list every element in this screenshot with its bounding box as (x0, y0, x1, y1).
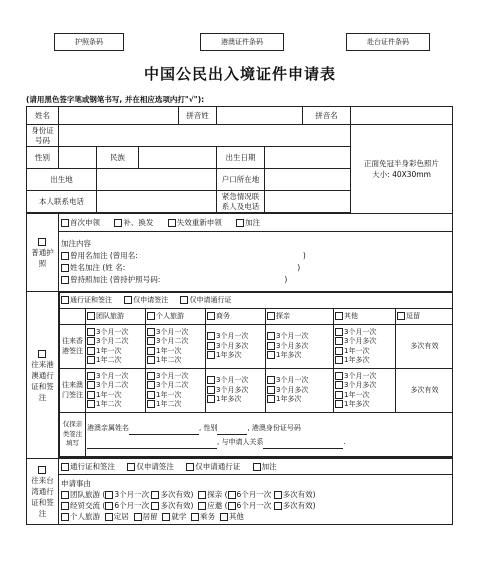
visa-option[interactable] (267, 395, 332, 405)
visa-option-label: 3个月一次 (96, 327, 129, 336)
visa-option[interactable] (87, 372, 144, 382)
relative-name-label: 港澳亲属姓名 (87, 423, 129, 432)
visa-option-checkbox[interactable] (335, 400, 343, 408)
checkbox-hk-pass-visa[interactable] (61, 296, 69, 304)
checkbox-type-individual[interactable] (147, 312, 155, 320)
checkbox-tw-individual[interactable] (61, 513, 69, 521)
hk-section-checkbox[interactable] (38, 350, 46, 358)
hk-visa-row (60, 325, 453, 369)
visa-option[interactable] (87, 347, 144, 357)
endorse-title: 加注内容 (61, 238, 91, 248)
visa-option[interactable] (147, 391, 204, 401)
visa-option-label: 1年一次 (156, 390, 182, 399)
checkbox-reapply[interactable] (168, 219, 176, 227)
visa-option[interactable] (335, 400, 394, 410)
option-endorse: 加注 (245, 217, 261, 227)
visa-option-label: 3个月一次 (96, 371, 129, 380)
type-family: 探亲 (276, 311, 290, 320)
visa-option[interactable] (147, 356, 204, 366)
emergency-field[interactable] (265, 191, 351, 213)
visa-option-checkbox[interactable] (147, 400, 155, 408)
hk-pass-barcode-box: 港澳证件条码 (200, 33, 284, 51)
option-first-apply: 首次申领 (70, 217, 100, 227)
ethnicity-field[interactable] (139, 147, 217, 169)
visa-option-checkbox[interactable] (147, 328, 155, 336)
checkbox-tw-invited-6m[interactable] (228, 502, 236, 510)
visa-option-label: 3个月一次 (156, 327, 189, 336)
visa-option-label: 1年多次 (276, 395, 302, 404)
checkbox-tw-family[interactable] (198, 491, 206, 499)
visa-option-label: 1年多次 (216, 351, 242, 360)
visa-option-checkbox[interactable] (147, 372, 155, 380)
label-name: 姓名 (27, 107, 59, 125)
label-id-number: 身份证号码 (27, 125, 59, 147)
visa-option-checkbox[interactable] (335, 328, 343, 336)
passport-barcode-box: 护照条码 (54, 33, 124, 51)
checkbox-tw-trade-6m[interactable] (105, 502, 113, 510)
type-other: 其他 (344, 311, 358, 320)
label-phone: 本人联系电话 (27, 191, 97, 213)
label-emergency: 紧急情况联系人及电话 (217, 191, 265, 213)
visa-option-checkbox[interactable] (147, 347, 155, 355)
visa-option[interactable] (147, 328, 204, 338)
visa-option-checkbox[interactable] (335, 391, 343, 399)
relative-relation-field[interactable] (263, 439, 343, 449)
checkbox-hk-visa-only[interactable] (124, 296, 132, 304)
visa-option-column-col4 (266, 369, 334, 413)
visa-option[interactable] (335, 356, 394, 366)
visa-option-column-col2 (146, 369, 206, 413)
checkbox-tw-crew[interactable] (191, 513, 199, 521)
visa-option-column-col1 (86, 325, 146, 369)
birthplace-field[interactable] (97, 169, 217, 191)
tw-option-visa-only: 仅申请签注 (136, 461, 174, 471)
relative-sex-label: 性别 (203, 423, 218, 432)
visa-option[interactable] (267, 342, 332, 352)
visa-option-label: 3个月一次 (216, 332, 249, 341)
visa-option[interactable] (147, 381, 204, 391)
checkbox-tw-pass-only[interactable] (186, 463, 194, 471)
visa-option-label: 3个月一次 (156, 371, 189, 380)
visa-option-checkbox[interactable] (147, 391, 155, 399)
visa-option-label: 1年一次 (96, 346, 122, 355)
visa-option-checkbox[interactable] (87, 337, 95, 345)
visa-option[interactable] (335, 391, 394, 401)
visa-option-column-col2 (146, 325, 206, 369)
visa-option-label: 3个月多次 (344, 381, 377, 389)
hukou-field[interactable] (265, 169, 351, 191)
sex-field[interactable] (59, 147, 97, 169)
visa-option-checkbox[interactable] (87, 356, 95, 364)
photo-area (351, 125, 453, 214)
mo-stay-multi: 多次有效 (396, 369, 453, 413)
visa-option[interactable] (335, 328, 394, 338)
checkbox-tw-group-multi[interactable] (151, 491, 159, 499)
passport-endorsement-block: 加注内容 曾用名加注 (曾用名: ) 姓名加注 (姓 名: ) 曾持照加注 (曾持护照号码: ) (59, 232, 453, 292)
checkbox-tw-trade-multi[interactable] (151, 502, 159, 510)
label-ethnicity: 民族 (97, 147, 139, 169)
checkbox-tw-invited[interactable] (198, 502, 206, 510)
visa-option-column-col5 (334, 325, 396, 369)
visa-option-checkbox[interactable] (147, 337, 155, 345)
birth-date-field[interactable] (265, 147, 351, 169)
checkbox-tw-settle[interactable] (105, 513, 113, 521)
visa-option-label: 1年二次 (96, 356, 122, 364)
label-birthplace: 出生地 (27, 169, 97, 191)
visa-option[interactable] (207, 342, 264, 352)
relative-name-field[interactable] (129, 425, 199, 435)
visa-option-checkbox[interactable] (207, 395, 215, 403)
pinyin-given-field[interactable] (351, 107, 453, 125)
checkbox-type-business[interactable] (207, 312, 215, 320)
option-reapply: 失效重新申领 (176, 217, 222, 227)
visa-option[interactable] (87, 391, 144, 401)
visa-option[interactable] (207, 351, 264, 361)
mo-visa-row (60, 369, 453, 413)
visa-option[interactable] (267, 376, 332, 386)
visa-option-checkbox[interactable] (87, 328, 95, 336)
visa-option-label: 1年一次 (344, 390, 370, 399)
visa-option[interactable] (267, 386, 332, 396)
relative-id-label: 港澳身份证号码 (251, 423, 301, 432)
checkbox-tw-endorse[interactable] (253, 463, 261, 471)
visa-option-label: 1年多次 (276, 351, 302, 360)
checkbox-name-endorse[interactable] (61, 264, 69, 272)
visa-option-checkbox[interactable] (267, 386, 275, 394)
visa-option[interactable] (147, 400, 204, 410)
visa-option-label: 3个月二次 (156, 337, 189, 345)
checkbox-tw-family-6m[interactable] (228, 491, 236, 499)
photo-instruction: 正面免冠半身彩色照片 (364, 159, 440, 168)
visa-option-checkbox[interactable] (207, 376, 215, 384)
visa-option[interactable] (147, 372, 204, 382)
visa-option-checkbox[interactable] (335, 381, 343, 389)
passport-section-checkbox[interactable] (38, 238, 46, 246)
visa-option[interactable] (147, 337, 204, 347)
pinyin-surname-field[interactable] (217, 107, 303, 125)
endorse-name: 姓名加注 (姓 名: (70, 262, 126, 272)
label-pinyin-given: 拼音名 (303, 107, 351, 125)
checkbox-tw-other[interactable] (220, 513, 228, 521)
visa-option-column-col4 (266, 325, 334, 369)
label-hukou: 户口所在地 (217, 169, 265, 191)
checkbox-tw-group-3m[interactable] (105, 491, 113, 499)
visa-option-label: 3个月二次 (156, 381, 189, 389)
type-stay: 逗留 (406, 311, 420, 320)
visa-option-label: 3个月多次 (216, 341, 249, 350)
checkbox-type-group-tour[interactable] (87, 312, 95, 320)
visa-option-label: 3个月一次 (276, 376, 309, 385)
visa-option-label: 3个月多次 (276, 341, 309, 350)
visa-option-label: 1年一次 (156, 346, 182, 355)
passport-section-label: 普通护照 (27, 214, 59, 292)
visa-option-label: 1年一次 (344, 346, 370, 355)
label-sex: 性别 (27, 147, 59, 169)
visa-option-checkbox[interactable] (267, 332, 275, 340)
checkbox-first-apply[interactable] (61, 219, 69, 227)
relative-relation-label: 与申请人关系 (221, 437, 264, 446)
hk-option-visa-only: 仅申请签注 (133, 295, 169, 304)
relative-info: 港澳亲属姓名 , 性别 , 港澳身份证号码 , 与申请人关系 . (86, 413, 453, 457)
checkbox-reissue[interactable] (114, 219, 122, 227)
visa-option[interactable] (87, 328, 144, 338)
form-instructions: (请用黑色签字笔或钢笔书写, 并在相应选项内打"√"): (26, 95, 205, 104)
visa-option-column-col5 (334, 369, 396, 413)
visa-option-checkbox[interactable] (335, 356, 343, 364)
hk-visa-label: 往来香港签注 (60, 325, 86, 369)
hk-stay-multi: 多次有效 (396, 325, 453, 369)
type-individual: 个人旅游 (156, 311, 184, 320)
id-number-field[interactable] (59, 125, 351, 147)
checkbox-tw-study[interactable] (162, 513, 170, 521)
visa-option-checkbox[interactable] (267, 351, 275, 359)
visa-option[interactable] (207, 386, 264, 396)
visa-option[interactable] (87, 400, 144, 410)
visa-option[interactable] (87, 381, 144, 391)
tw-pass-barcode-box: 赴台证件条码 (346, 33, 430, 51)
checkbox-type-other[interactable] (335, 312, 343, 320)
visa-option-label: 3个月多次 (276, 385, 309, 394)
visa-option-checkbox[interactable] (207, 351, 215, 359)
checkbox-tw-invited-multi[interactable] (274, 502, 282, 510)
tw-section-checkbox[interactable] (38, 466, 46, 474)
visa-option[interactable] (335, 381, 394, 391)
visa-option-checkbox[interactable] (335, 337, 343, 345)
checkbox-prior-passport[interactable] (61, 276, 69, 284)
checkbox-type-stay[interactable] (397, 312, 405, 320)
visa-option[interactable] (335, 372, 394, 382)
tw-option-endorse: 加注 (261, 461, 277, 471)
checkbox-tw-pass-visa[interactable] (61, 463, 69, 471)
visa-option[interactable] (147, 347, 204, 357)
visa-option-checkbox[interactable] (87, 381, 95, 389)
photo-size: 大小: 40X30mm (372, 170, 431, 179)
checkbox-hk-pass-only[interactable] (180, 296, 188, 304)
visa-option-label: 3个月多次 (216, 385, 249, 394)
phone-field[interactable] (97, 191, 217, 213)
checkbox-tw-visa-only[interactable] (127, 463, 135, 471)
visa-option[interactable] (335, 337, 394, 347)
visa-option[interactable] (87, 356, 144, 366)
visa-option-checkbox[interactable] (207, 386, 215, 394)
type-group-tour: 团队旅游 (96, 311, 124, 320)
visa-option-checkbox[interactable] (147, 381, 155, 389)
endorse-prior-passport: 曾持照加注 (曾持护照号码: (70, 274, 161, 284)
visa-option-label: 1年二次 (96, 400, 122, 408)
visa-option-label: 1年二次 (156, 356, 182, 364)
tw-reason-title: 申请事由 (61, 478, 91, 488)
visa-option-checkbox[interactable] (147, 356, 155, 364)
label-pinyin-surname: 拼音姓 (179, 107, 217, 125)
visa-option-label: 3个月一次 (276, 332, 309, 341)
checkbox-former-name[interactable] (61, 252, 69, 260)
visa-option-checkbox[interactable] (207, 332, 215, 340)
tw-option-pass-only: 仅申请通行证 (195, 461, 241, 471)
type-business: 商务 (216, 311, 230, 320)
visa-option-checkbox[interactable] (87, 391, 95, 399)
visa-option-label: 1年多次 (344, 356, 370, 364)
name-field[interactable] (59, 107, 179, 125)
visa-option-checkbox[interactable] (267, 342, 275, 350)
visa-option[interactable] (267, 351, 332, 361)
relative-note: 仅探亲类签注填写 (60, 413, 86, 457)
hk-section-label: 往来港澳通行证和签注 (27, 292, 59, 459)
tw-section-label: 往来台湾通行证和签注 (27, 459, 59, 525)
visa-option[interactable] (335, 347, 394, 357)
visa-option-label: 3个月二次 (96, 381, 129, 389)
visa-option-checkbox[interactable] (87, 400, 95, 408)
visa-option-checkbox[interactable] (267, 376, 275, 384)
endorse-former-name: 曾用名加注 (曾用名: (70, 250, 138, 260)
relative-sex-field[interactable] (217, 425, 247, 435)
visa-option-label: 1年多次 (344, 400, 370, 408)
visa-option-checkbox[interactable] (335, 372, 343, 380)
visa-option-checkbox[interactable] (267, 395, 275, 403)
visa-option-checkbox[interactable] (87, 372, 95, 380)
visa-option-checkbox[interactable] (87, 347, 95, 355)
visa-option[interactable] (207, 376, 264, 386)
visa-option[interactable] (87, 337, 144, 347)
option-reissue: 补、换发 (123, 217, 154, 227)
visa-option-label: 3个月一次 (216, 376, 249, 385)
hk-option-pass-only: 仅申请通行证 (189, 295, 232, 304)
visa-option[interactable] (267, 332, 332, 342)
checkbox-endorse[interactable] (236, 219, 244, 227)
application-form-table (26, 106, 453, 525)
visa-option[interactable] (207, 395, 264, 405)
tw-option-pass-visa: 通行证和签注 (70, 461, 115, 471)
visa-option-label: 1年二次 (156, 400, 182, 408)
passport-options-row (59, 214, 453, 232)
checkbox-tw-reside[interactable] (134, 513, 142, 521)
visa-option[interactable] (207, 332, 264, 342)
visa-option-label: 3个月多次 (344, 337, 377, 345)
tw-reason-block: 申请事由 团队旅游 ( 3个月一次 多次有效) 探亲 ( 6个月一次 多次有效) 经贸交流 ( 6个月一次 多次有效) 应邀 ( 6个月一次 多次有效) 个人旅游 定居 居留 就学 乘务 其他 (59, 475, 453, 525)
visa-option-column-col3 (206, 325, 266, 369)
visa-option-column-col3 (206, 369, 266, 413)
visa-option-label: 3个月二次 (96, 337, 129, 345)
checkbox-tw-family-multi[interactable] (274, 491, 282, 499)
visa-option-label: 3个月一次 (344, 327, 377, 336)
hk-grid (59, 292, 453, 458)
label-birth-date: 出生日期 (217, 147, 265, 169)
checkbox-tw-trade[interactable] (61, 502, 69, 510)
visa-option-checkbox[interactable] (207, 342, 215, 350)
relative-id-field[interactable] (87, 439, 217, 449)
form-title: 中国公民出入境证件申请表 (143, 65, 336, 83)
hk-option-pass-visa: 通行证和签注 (70, 295, 112, 304)
checkbox-type-family[interactable] (267, 312, 275, 320)
visa-option-label: 3个月一次 (344, 371, 377, 380)
visa-option-column-col1 (86, 369, 146, 413)
checkbox-tw-group[interactable] (61, 491, 69, 499)
visa-option-checkbox[interactable] (335, 347, 343, 355)
visa-option-label: 1年多次 (216, 395, 242, 404)
visa-option-label: 1年一次 (96, 390, 122, 399)
mo-visa-label: 往来澳门签注 (60, 369, 86, 413)
